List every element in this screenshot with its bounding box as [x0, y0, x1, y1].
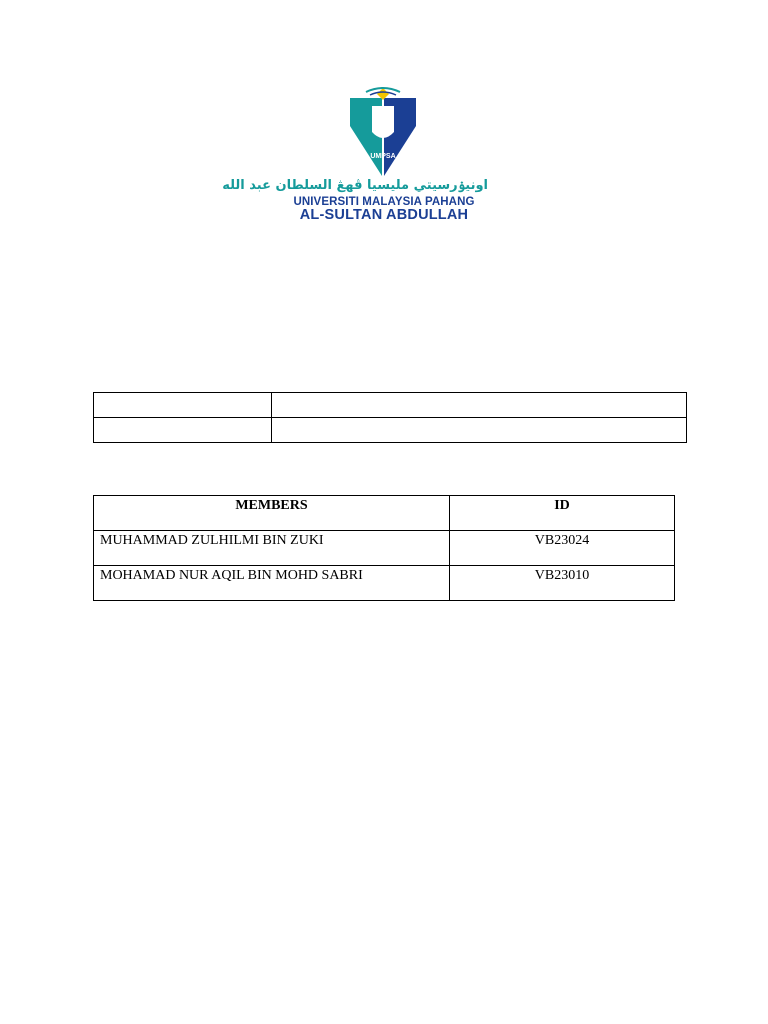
table-row — [94, 566, 675, 601]
member-name: MOHAMAD NUR AQIL BIN MOHD SABRI — [94, 566, 450, 601]
member-name: MUHAMMAD ZULHILMI BIN ZUKI — [94, 531, 450, 566]
id-header: ID — [450, 496, 675, 531]
member-id: VB23010 — [450, 566, 675, 601]
university-arabic-name: اونيۏرسيتي مليسيا ڤهڠ السلطان عبد الله — [222, 178, 488, 193]
university-logo — [222, 86, 488, 226]
umpsa-shield-icon — [348, 86, 418, 178]
info-cell — [272, 418, 687, 443]
info-cell — [272, 393, 687, 418]
info-cell — [94, 393, 272, 418]
info-cell — [94, 418, 272, 443]
table-row — [94, 531, 675, 566]
info-table — [93, 392, 687, 443]
shield-label: UMPSA — [370, 153, 396, 160]
table-row — [94, 393, 687, 418]
table-row — [94, 418, 687, 443]
member-id: VB23024 — [450, 531, 675, 566]
members-table — [93, 495, 675, 601]
table-header-row — [94, 496, 675, 531]
members-header: MEMBERS — [94, 496, 450, 531]
university-sultan-name: AL-SULTAN ABDULLAH — [299, 207, 469, 223]
university-name: UNIVERSITI MALAYSIA PAHANG — [293, 196, 475, 208]
